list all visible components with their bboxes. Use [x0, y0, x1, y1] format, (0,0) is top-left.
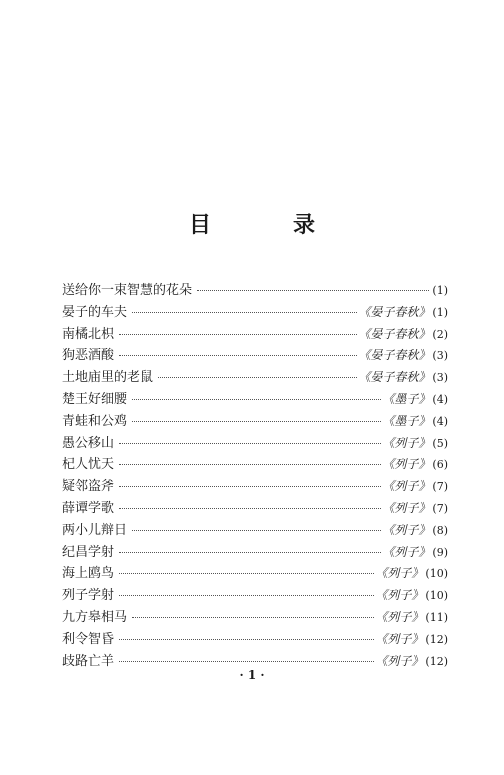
entry-title: 九方皋相马 [62, 609, 128, 625]
entry-page-number: (12) [425, 654, 448, 668]
entry-page-number: (1) [432, 305, 448, 319]
entry-title: 利令智昏 [62, 631, 115, 647]
toc-entry[interactable] [62, 584, 448, 606]
entry-page-number: (7) [432, 501, 448, 515]
entry-title: 薛谭学歌 [62, 500, 115, 516]
entry-source: 《墨子》 [382, 391, 431, 406]
entry-page-number: (4) [432, 414, 448, 428]
entry-source: 《列子》 [382, 500, 431, 515]
toc-entry[interactable] [62, 541, 448, 563]
dot-leader [132, 420, 381, 422]
dot-leader [119, 594, 374, 596]
entry-title: 青蛙和公鸡 [62, 413, 128, 429]
toc-entry[interactable] [62, 628, 448, 650]
entry-title: 海上鸥鸟 [62, 566, 115, 582]
entry-source: 《墨子》 [382, 413, 431, 428]
entry-page-number: (7) [432, 480, 448, 494]
dot-leader [119, 333, 357, 335]
entry-source: 《列子》 [382, 522, 431, 537]
entry-title: 歧路亡羊 [62, 653, 115, 669]
dot-leader [119, 485, 381, 487]
toc-entry[interactable] [62, 410, 448, 432]
dot-leader [132, 398, 381, 400]
entry-title: 晏子的车夫 [62, 304, 128, 320]
entry-source: 《列子》 [375, 631, 424, 646]
toc-entry[interactable] [62, 432, 448, 454]
entry-page-number: (9) [432, 545, 448, 559]
entry-page-number: (6) [432, 458, 448, 472]
toc-entry[interactable] [62, 344, 448, 366]
entry-page-number: (2) [432, 327, 448, 341]
toc-entry[interactable] [62, 323, 448, 345]
dot-leader [119, 507, 381, 509]
entry-source: 《晏子春秋》 [358, 326, 431, 341]
dot-leader [119, 660, 374, 662]
entry-source: 《列子》 [382, 435, 431, 450]
entry-page-number: (5) [432, 436, 448, 450]
entry-title: 两小儿辩日 [62, 522, 128, 538]
dot-leader [119, 463, 381, 465]
toc-entry[interactable] [62, 279, 448, 301]
entry-page-number: (11) [425, 610, 448, 624]
entry-title: 土地庙里的老鼠 [62, 370, 154, 386]
entry-title: 狗恶酒酸 [62, 348, 115, 364]
entry-title: 楚王好细腰 [62, 391, 128, 407]
entry-source: 《列子》 [382, 457, 431, 472]
page-number: · 1 · [239, 668, 265, 682]
entry-page-number: (1) [432, 284, 448, 297]
entry-title: 列子学射 [62, 588, 115, 604]
entry-title: 杞人忧天 [62, 457, 115, 473]
entry-page-number: (10) [425, 567, 448, 581]
entry-source: 《列子》 [375, 653, 424, 668]
dot-leader [119, 638, 374, 640]
toc-entry[interactable] [62, 497, 448, 519]
toc-entry[interactable] [62, 388, 448, 410]
entry-source: 《晏子春秋》 [358, 370, 431, 385]
entry-page-number: (4) [432, 392, 448, 406]
entry-page-number: (3) [432, 371, 448, 385]
page-title: 目 录 [188, 212, 345, 238]
entry-source: 《列子》 [382, 544, 431, 559]
dot-leader [119, 354, 357, 356]
entry-source: 《列子》 [382, 479, 431, 494]
dot-leader [119, 551, 381, 553]
entry-source: 《列子》 [375, 609, 424, 624]
toc-entry[interactable] [62, 562, 448, 584]
toc-entry[interactable] [62, 301, 448, 323]
entry-source: 《晏子春秋》 [358, 348, 431, 363]
toc-entry[interactable] [62, 453, 448, 475]
toc-entry[interactable] [62, 519, 448, 541]
entry-title: 南橘北枳 [62, 326, 115, 342]
dot-leader [119, 442, 381, 444]
entry-page-number: (3) [432, 349, 448, 363]
entry-page-number: (10) [425, 589, 448, 603]
entry-title: 送给你一束智慧的花朵 [62, 283, 193, 298]
entry-page-number: (8) [432, 523, 448, 537]
entry-title: 愚公移山 [62, 435, 115, 451]
table-of-contents [62, 279, 448, 671]
entry-source: 《列子》 [375, 588, 424, 603]
dot-leader [197, 289, 429, 291]
dot-leader [132, 616, 374, 618]
dot-leader [119, 572, 374, 574]
dot-leader [132, 529, 381, 531]
entry-title: 疑邻盗斧 [62, 479, 115, 495]
entry-source: 《晏子春秋》 [358, 304, 431, 319]
entry-source: 《列子》 [375, 566, 424, 581]
dot-leader [132, 311, 357, 313]
toc-entry[interactable] [62, 475, 448, 497]
toc-entry[interactable] [62, 366, 448, 388]
toc-entry[interactable] [62, 606, 448, 628]
dot-leader [158, 376, 357, 378]
entry-page-number: (12) [425, 632, 448, 646]
entry-title: 纪昌学射 [62, 544, 115, 560]
